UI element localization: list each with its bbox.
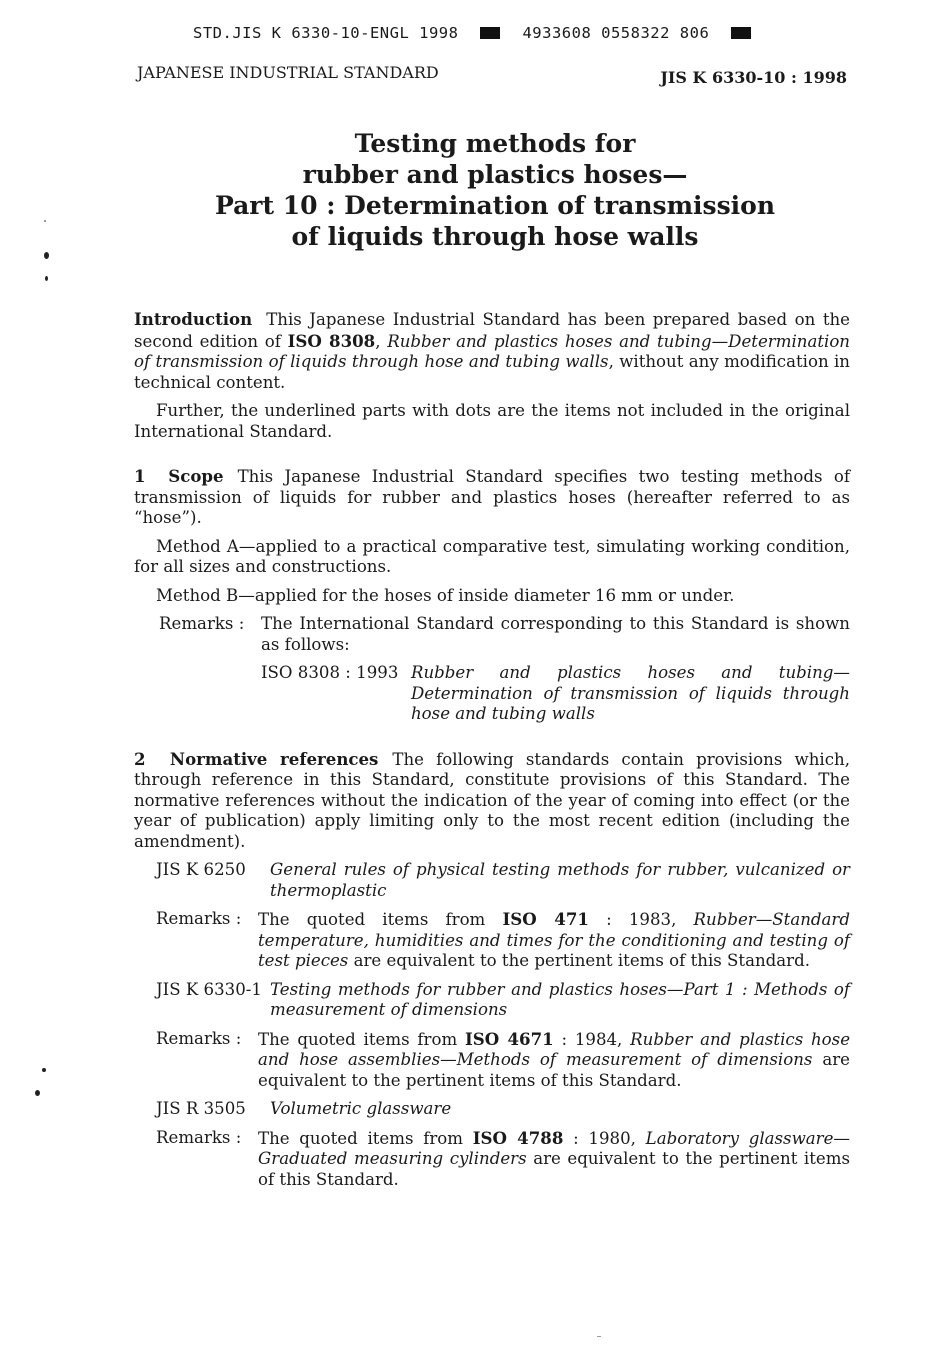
scope-remarks [159, 614, 850, 655]
remarks-lead: The quoted items from [258, 1128, 464, 1148]
intro-paragraph-2: Further, the underlined parts with dots are the items not included in the original International Standard. [134, 401, 850, 441]
remarks-iso-title: Rubber—Standard temperature, humidities and times for the conditioning and testing of test pieces [258, 910, 850, 970]
reference-code: JIS R 3505 [156, 1099, 246, 1118]
reference-remarks [156, 909, 850, 972]
scan-speck [44, 252, 49, 259]
remarks-label: Remarks : [159, 614, 245, 633]
normative-heading: Normative references [169, 748, 379, 769]
reference-title: General rules of physical testing methods for rubber, vulcanized or thermoplastic [270, 860, 850, 900]
reference-title: Volumetric glassware [270, 1099, 452, 1118]
reference-entry [156, 860, 850, 901]
remarks-label: Remarks : [156, 909, 242, 928]
remarks-end: are equivalent to the pertinent items of this Standard. [353, 951, 811, 970]
document-body [134, 309, 850, 1190]
scope-iso-reference [261, 663, 850, 725]
scope-text: This Japanese Industrial Standard specifies two testing methods of transmission of liquids for rubber and plastics hoses (hereafter referred to as “hose”). [134, 467, 850, 527]
header-standard-name: JAPANESE INDUSTRIAL STANDARD [137, 63, 439, 82]
document-stamp [193, 24, 751, 42]
scan-speck [35, 1090, 40, 1096]
reference-code: JIS K 6250 [156, 860, 246, 879]
normative-text: The following standards contain provisions which, through reference in this Standard, constitute provisions of this Standard. The normative references without the indication of the year of coming into effect (or the year of publication) apply limiting only to the most recent edition (including the amendment). [134, 749, 850, 851]
remarks-text [258, 1128, 850, 1191]
remarks-iso-year: : 1984, [561, 1029, 623, 1049]
normative-paragraph [134, 749, 850, 853]
scope-paragraph [134, 466, 850, 529]
remarks-end: are equivalent to the pertinent items of this Standard. [258, 1149, 850, 1189]
reference-entry [156, 980, 850, 1021]
remarks-iso-code: ISO 471 [502, 909, 589, 929]
reference-code: JIS K 6330-1 [156, 979, 262, 999]
reference-remarks [156, 1128, 850, 1191]
remarks-label: Remarks : [156, 1127, 242, 1147]
stamp-code: STD.JIS K 6330-10-ENGL 1998 [193, 24, 459, 42]
remarks-text: The International Standard corresponding to this Standard is shown as follows: [261, 614, 850, 654]
intro-iso-title: Rubber and plastics hoses and tubing—Determination of transmission of liquids through hose and tubing walls [134, 331, 850, 371]
stamp-block-mark [480, 27, 500, 39]
title-line: Testing methods for [354, 129, 636, 158]
remarks-text [258, 909, 850, 972]
intro-text: This Japanese Industrial Standard has been prepared based on the second edition of [134, 310, 850, 351]
remarks-lead: The quoted items from [258, 910, 486, 929]
reference-remarks [156, 1029, 850, 1092]
remarks-lead: The quoted items from [258, 1029, 458, 1049]
intro-paragraph: Introduction This Japanese Industrial Standard has been prepared based on the second edition of ISO 8308, Rubber and plastics hoses and tubing—Determination of transmission of liquids through hose and tubing walls, without any modification in technical content. [134, 309, 850, 392]
intro-heading: Introduction [134, 309, 253, 329]
document-title [140, 128, 850, 252]
remarks-iso-year: : 1980, [573, 1128, 636, 1148]
scope-heading: Scope [168, 466, 224, 486]
scan-speck [44, 220, 46, 222]
remarks-label: Remarks : [156, 1028, 242, 1048]
scope-number: 1 [134, 466, 146, 486]
method-b-paragraph: Method B—applied for the hoses of inside diameter 16 mm or under. [156, 585, 735, 605]
stamp-block-mark [731, 27, 751, 39]
reference-title: Testing methods for rubber and plastics hoses—Part 1 : Methods of measurement of dimensions [270, 979, 850, 1019]
scan-speck [42, 1068, 46, 1072]
remarks-iso-title: Laboratory glassware—Graduated measuring cylinders [258, 1128, 851, 1168]
reference-entry [156, 1099, 850, 1120]
remarks-text [258, 1029, 850, 1092]
title-line: rubber and plastics hoses— [302, 160, 688, 189]
remarks-iso-code: ISO 4671 [464, 1028, 554, 1049]
remarks-iso-title: Rubber and plastics hose and hose assemblies—Methods of measurement of dimensions [258, 1029, 851, 1069]
intro-text-end: , without any modification in technical content. [134, 352, 850, 392]
scan-speck [597, 1336, 601, 1337]
iso-ref-title: Rubber and plastics hoses and tubing—Determination of transmission of liquids through hose and tubing walls [411, 663, 850, 723]
title-line: of liquids through hose walls [291, 222, 699, 251]
scan-speck [45, 276, 48, 281]
remarks-end: are equivalent to the pertinent items of this Standard. [258, 1050, 850, 1090]
remarks-iso-code: ISO 4788 [472, 1127, 564, 1148]
intro-iso-ref: ISO 8308 [287, 330, 376, 351]
remarks-iso-year: : 1983, [606, 910, 677, 929]
title-line: Part 10 : Determination of transmission [214, 191, 776, 220]
header-standard-number: JIS K 6330-10 : 1998 [660, 68, 847, 87]
method-a-paragraph: Method A—applied to a practical comparative test, simulating working condition, for all sizes and constructions. [134, 536, 850, 576]
stamp-number: 4933608 0558322 806 [522, 24, 710, 42]
iso-ref-code: ISO 8308 : 1993 [261, 663, 399, 682]
normative-number: 2 [134, 748, 146, 769]
